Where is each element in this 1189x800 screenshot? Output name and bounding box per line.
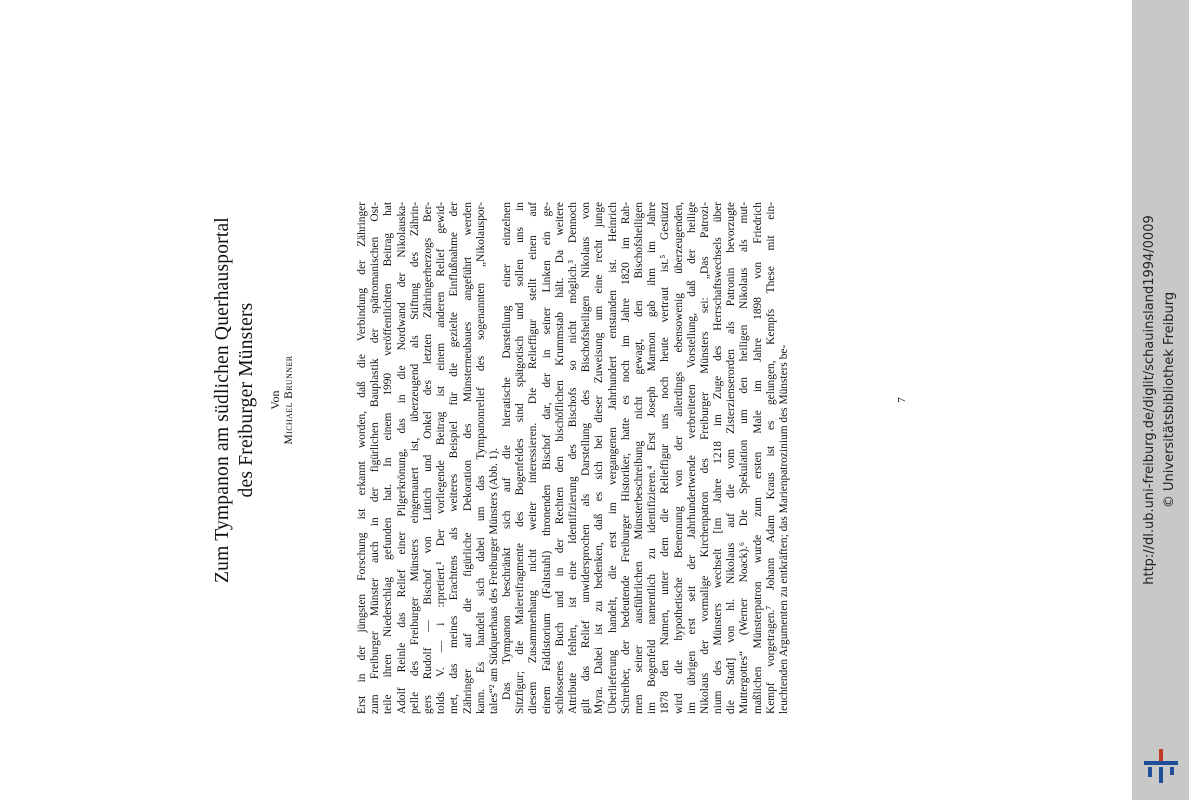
body-text-line: im übrigen erst seit der Jahrhundertwende verbreiteten Vorstellung, daß der heilige [685,202,698,714]
body-text-line: Erst in der jüngsten Forschung ist erkannt worden, daß die Verbindung der Zähringer [356,202,368,714]
logo-bar-bottom-blue [1159,767,1163,783]
body-text-line: gilt das Relief unwidersprochen als Darstellung des Bischofsheiligen Nikolaus von [580,202,593,714]
body-text-line: die Stadt] von hl. Nikolaus auf die vom Zisterzienserorden als Patronin bevorzugte [725,202,738,714]
body-text-line: einem Faldistorium (Faltstuhl) thronenden Bischof dar, der in seiner Linken ein ge- [540,202,553,714]
logo-bar-left-blue [1148,767,1152,777]
sidebar-text-block [1132,0,1189,800]
body-text-line: kann. Es handelt sich dabei um das Tympanonrelief des sogenannten „Nikolauspor- [474,202,487,714]
author-name: Michael Brunner [283,355,295,445]
body-text-line: wird die hypothetische Benennung von der allerdings ebensowenig überzeugenden, [672,202,685,714]
body-text-line: Muttergottes“ (Werner Noack).⁶ Die Spekulation um den heiligen Nikolaus als mut- [738,202,751,714]
body-text-line: diesem Zusammenhang nicht weiter interessieren. Die Relieffigur stellt einen auf [527,202,540,714]
body-text-line: Adolf Reinle das Relief einer Pilgerkrönung, das in die Nordwand der Nikolauska- [395,202,408,714]
logo-bar-horizontal-blue [1144,761,1178,765]
body-text-line: Sitzfigur; die Malereifragmente des Bogenfeldes sind spätgotisch und sollen uns in [514,202,527,714]
logo-bar-right-blue [1170,767,1174,775]
body-text-line: Schreiber, der bedeutende Freiburger Historiker, hatte es noch im Jahre 1820 im Rah- [619,202,632,714]
body-text-line: pelle des Freiburger Münsters eingemauert ist, überzeugend als Stiftung des Zährin- [408,202,421,714]
body-text-line: teile ihren Niederschlag gefunden hat. In einem 1990 veröffentlichten Beitrag hat [382,202,395,714]
body-text-line: Zähringer auf die figürliche Dekoration des Münsterneubaues angeführt werden [461,202,474,714]
ub-freiburg-logo-icon[interactable] [1140,745,1182,787]
article-title-line-1: Zum Tympanon am südlichen Querhausportal [212,217,233,583]
body-text-line: Überlieferung handelt, die erst im vergangenen Jahrhundert entstanden ist. Heinrich [606,202,619,714]
body-text-line: im Bogenfeld namentlich zu identifizieren.⁴ Erst Joseph Marmon gab ihm im Jahre [646,202,659,714]
page-number: 7 [896,397,908,403]
body-text-line: met, das meines Erachtens als weiteres Beispiel für die gezielte Einflußnahme der [448,202,461,714]
viewer-sidebar [1132,0,1189,800]
body-text-line: maßlichen Münsterpatron wurde zum ersten Male im Jahre 1898 von Friedrich [751,202,764,714]
body-text-line: schlossenes Buch und in der Rechten den bischöflichen Krummstab hält. Da weitere [553,202,566,714]
body-text-line: Nikolaus der vormalige Kirchenpatron des Freiburger Münsters sei: „Das Patrozi- [698,202,711,714]
body-text-line: Myra. Dabei ist zu bedenken, daß es sich bei dieser Zuweisung um eine recht junge [593,202,606,714]
body-text-line: 1878 den Namen, unter dem die Relieffigur uns noch heute vertraut ist.⁵ Gestützt [659,202,672,714]
body-text-line: tales“² am Südquerhaus des Freiburger Münsters (Abb. 1). [487,447,500,714]
body-text-line: tolds V. — i :rpretiert.¹ Der vorliegende Beitrag ist einem anderen Relief gewid- [435,202,448,714]
logo-bar-top-red [1159,749,1163,761]
byline-von: Von [268,390,282,410]
body-text-line: Attribute fehlen, ist eine Identifizierung des Bischofs so nicht möglich.³ Dennoch [567,202,579,714]
body-text-line: zum Freiburger Münster auch in der figürlichen Bauplastik der spätromanischen Ost- [369,202,382,714]
body-text-line: Das Tympanon beschränkt sich auf die hieratische Darstellung einer einzelnen [501,202,514,700]
article-title-line-2: des Freiburger Münsters [236,302,257,498]
body-text-line: nium des Münsters wechselt [im Jahre 1218 im Zuge des Herrschaftswechsels über [712,202,725,714]
body-text-line: leuchtenden Argumenten zu entkräften; das Marienpatrozinium des Münsters be- [778,344,790,714]
article-body [356,202,791,714]
copyright-notice: © Universitätsbibliothek Freiburg [1162,291,1177,509]
body-text-line: Kempf vorgetragen.⁷ Johann Adam Kraus ist es gelungen, Kempfs These mit ein- [764,202,777,714]
body-text-line: men seiner ausführlichen Münsterbeschreibung nicht gewagt, den Bischofsheiligen [632,202,645,714]
body-text-line: gers Rudolf — Bischof von Lüttich und Onkel des letzten Zähringerherzogs Ber- [421,202,434,714]
source-url-link[interactable]: http://dl.ub.uni-freiburg.de/diglit/schauinsland1994/0009 [1142,215,1157,585]
